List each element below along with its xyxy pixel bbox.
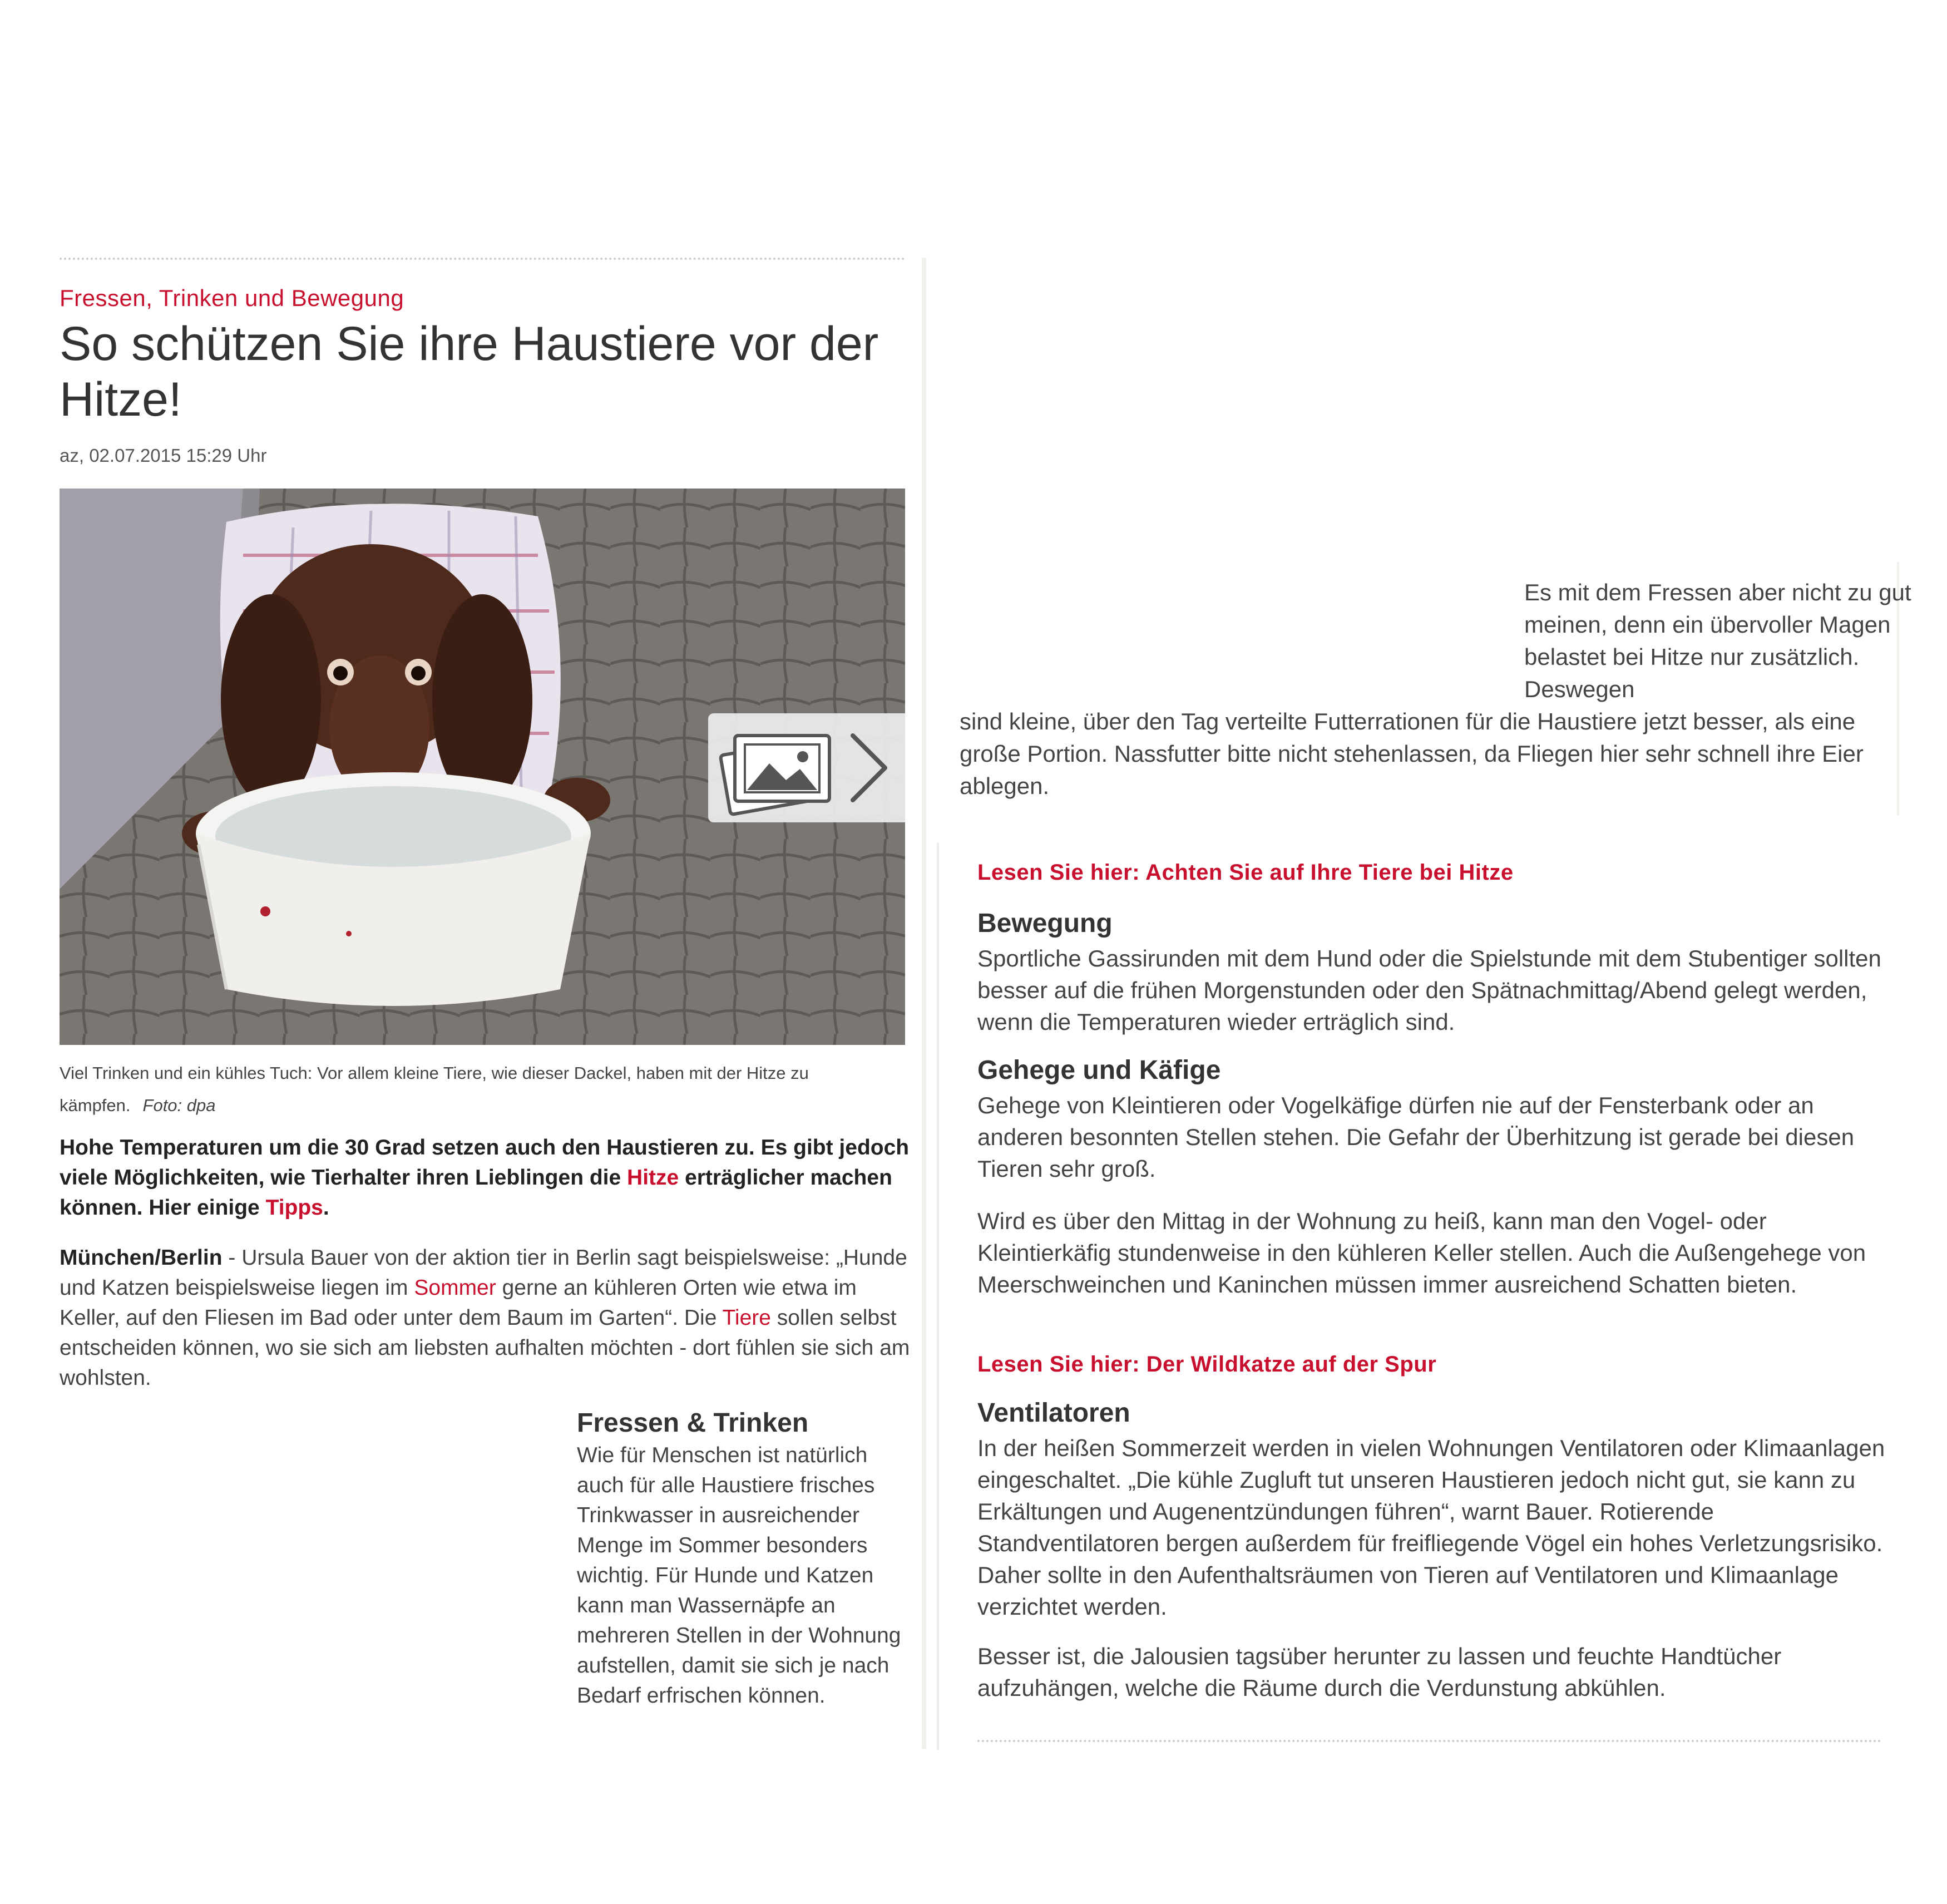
column-divider	[922, 258, 926, 1749]
bottom-divider	[977, 1740, 1881, 1742]
section-heading-fressen: Fressen & Trinken	[577, 1408, 809, 1438]
article-kicker: Fressen, Trinken und Bewegung	[60, 285, 404, 311]
caption-text: Viel Trinken und ein kühles Tuch: Vor allem kleine Tiere, wie dieser Dackel, haben mit der Hitze zu kämpfen.	[60, 1063, 809, 1115]
article-intro-paragraph: München/Berlin - Ursula Bauer von der aktion tier in Berlin sagt beispielsweise: „Hunde und Katzen beispielsweise liegen im Sommer gerne an kühleren Orten wie etwa im Keller, auf den Fliesen im Bad oder unter dem Baum im Garten“. Die Tiere sollen selbst entscheiden können, wo sie sich am liebsten aufhalten möchten - dort fühlen sie sich am wohlsten.	[60, 1246, 910, 1390]
section-heading-gehege: Gehege und Käfige	[977, 1055, 1221, 1085]
photo-credit: Foto: dpa	[142, 1096, 216, 1115]
dateline: München/Berlin	[60, 1246, 223, 1270]
article-photo[interactable]	[60, 489, 905, 1045]
chevron-right-icon[interactable]	[853, 736, 885, 800]
top-divider	[60, 258, 905, 260]
section-text-gehege-2: Wird es über den Mittag in der Wohnung zu heiß, kann man den Vogel- oder Kleintierkäfig stundenweise in den kühleren Keller stellen. Auch die Außengehege von Meerschweinchen und Kaninchen müssen immer ausreichend Schatten bieten.	[977, 1208, 1866, 1298]
continued-text: sind kleine, über den Tag verteilte Futterrationen für die Haustiere jetzt besser, als eine große Portion. Nassfutter bitte nicht stehenlassen, da Fliegen hier sehr schnell ihre Eier ablegen.	[960, 708, 1864, 799]
section-heading-ventilatoren: Ventilatoren	[977, 1398, 1130, 1428]
section-text-ventilatoren-2: Besser ist, die Jalousien tagsüber herunter zu lassen und feuchte Handtücher aufzuhängen, welche die Räume durch die Verdunstung abkühlen.	[977, 1643, 1782, 1701]
read-more-link-2[interactable]: Lesen Sie hier: Der Wildkatze auf der Spur	[977, 1352, 1437, 1377]
link-tiere[interactable]: Tiere	[722, 1306, 771, 1330]
column-divider-thin	[937, 843, 939, 1750]
section-text-gehege-1: Gehege von Kleintieren oder Vogelkäfige dürfen nie auf der Fensterbank oder an anderen besonnten Stellen stehen. Die Gefahr der Überhitzung ist gerade bei diesen Tieren sehr groß.	[977, 1092, 1855, 1182]
gallery-icon	[720, 736, 829, 815]
link-hitze[interactable]: Hitze	[627, 1166, 679, 1190]
article-headline: So schützen Sie ihre Haustiere vor der Hitze!	[60, 317, 879, 426]
article-lead: Hohe Temperaturen um die 30 Grad setzen auch den Haustieren zu. Es gibt jedoch viele Möglichkeiten, wie Tierhalter ihren Lieblingen die Hitze erträglicher machen können. Hier einige Tipps.	[60, 1136, 910, 1220]
link-tipps[interactable]: Tipps	[265, 1196, 323, 1220]
article-meta: az, 02.07.2015 15:29 Uhr	[60, 445, 267, 466]
link-sommer[interactable]: Sommer	[414, 1276, 496, 1300]
section-text-fressen: Wie für Menschen ist natürlich auch für alle Haustiere frisches Trinkwasser in ausreichender Menge im Sommer besonders wichtig. Für Hunde und Katzen kann man Wassernäpfe an mehreren Stellen in der Wohnung aufstellen, damit sie sich je nach Bedarf erfrischen können.	[577, 1443, 901, 1708]
gallery-button[interactable]	[708, 713, 905, 822]
section-text-bewegung: Sportliche Gassirunden mit dem Hund oder die Spielstunde mit dem Stubentiger sollten besser auf die frühen Morgenstunden oder den Spätnachmittag/Abend gelegt werden, wenn die Temperaturen wieder erträglich sind.	[977, 945, 1881, 1035]
read-more-link-1[interactable]: Lesen Sie hier: Achten Sie auf Ihre Tiere bei Hitze	[977, 860, 1514, 885]
section-heading-bewegung: Bewegung	[977, 909, 1113, 938]
section-text-ventilatoren-1: In der heißen Sommerzeit werden in vielen Wohnungen Ventilatoren oder Klimaanlagen eingeschaltet. „Die kühle Zugluft tut unseren Haustieren jedoch nicht gut, sie kann zu Erkältungen und Augenentzündungen führen“, warnt Bauer. Rotierende Standventilatoren bergen außerdem für freifliegende Vögel ein hohes Verletzungsrisiko. Daher sollte in den Aufenthaltsräumen von Tieren auf Ventilatoren und Klimaanlage verzichtet werden.	[977, 1435, 1885, 1620]
continued-text-float: Es mit dem Fressen aber nicht zu gut meinen, denn ein übervoller Magen belastet bei Hitze nur zusätzlich. Deswegen	[1524, 579, 1911, 702]
photo-caption	[60, 1057, 905, 1122]
